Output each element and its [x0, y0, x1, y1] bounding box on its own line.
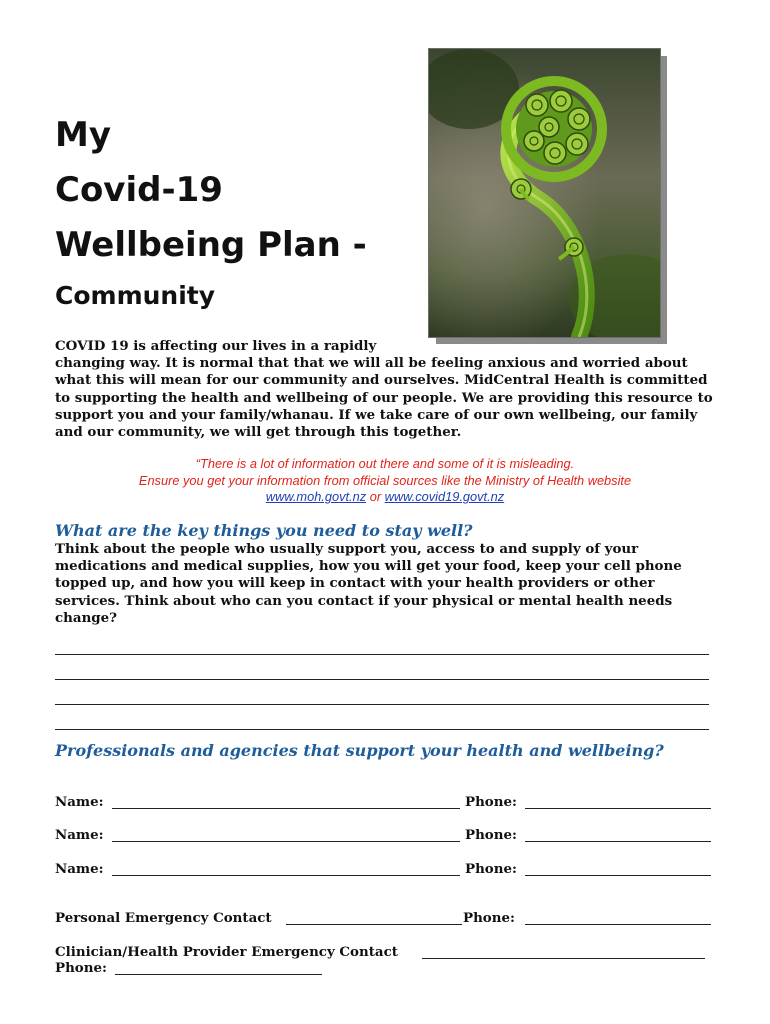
- title-line-community: Community: [55, 281, 216, 310]
- section-stay-well-body: Think about the people who usually support you, access to and supply of your medications and medical supplies, how you will get your food, keep your cell phone topped up, and how you will keep in contact with your health providers or other services. Think about who can you contact if your physical or mental health needs change?: [55, 541, 682, 626]
- document-title: [55, 108, 435, 313]
- contact-row-1: [55, 794, 715, 812]
- personal-emergency-row: [55, 910, 715, 928]
- name-field[interactable]: [112, 875, 460, 876]
- contact-row-2: [55, 827, 715, 845]
- personal-phone-field[interactable]: [525, 924, 711, 925]
- clinician-emergency-label: Clinician/Health Provider Emergency Contact: [55, 944, 398, 960]
- notice-line-1: “There is a lot of information out there and some of it is misleading.: [195, 456, 575, 471]
- phone-label: Phone:: [465, 794, 517, 810]
- phone-label: Phone:: [465, 861, 517, 877]
- clinician-phone-field[interactable]: [115, 974, 322, 975]
- name-label: Name:: [55, 794, 104, 810]
- clinician-phone-label: Phone:: [55, 960, 107, 976]
- fern-frond-photo: [428, 48, 661, 338]
- title-line-my: My: [55, 115, 111, 155]
- section-heading-stay-well: What are the key things you need to stay well?: [55, 521, 473, 540]
- clinician-emergency-field[interactable]: [422, 958, 705, 959]
- intro-body: changing way. It is normal that that we will all be feeling anxious and worried about what this will mean for our community and ourselves. MidCentral Health is committed to supporting the health and wellbeing of our people. We are providing this resource to support you and your family/whanau. If we take care of our own wellbeing, our family and our community, we will get through this together.: [55, 355, 713, 441]
- fern-illustration: [429, 49, 660, 337]
- phone-label: Phone:: [465, 827, 517, 843]
- phone-field[interactable]: [525, 875, 711, 876]
- name-field[interactable]: [112, 808, 460, 809]
- answer-line-3[interactable]: [55, 704, 709, 705]
- section-heading-professionals: Professionals and agencies that support your health and wellbeing?: [55, 741, 664, 760]
- answer-line-4[interactable]: [55, 729, 709, 730]
- title-line-covid: Covid-19: [55, 170, 223, 210]
- phone-label: Phone:: [463, 910, 515, 926]
- notice-or: or: [366, 489, 385, 505]
- personal-emergency-field[interactable]: [286, 924, 462, 925]
- misinformation-notice: [55, 456, 715, 506]
- phone-field[interactable]: [525, 841, 711, 842]
- name-label: Name:: [55, 827, 104, 843]
- name-field[interactable]: [112, 841, 460, 842]
- notice-line-3: [55, 489, 715, 506]
- intro-first-line: COVID 19 is affecting our lives in a rapidly: [55, 338, 377, 354]
- personal-emergency-label: Personal Emergency Contact: [55, 910, 272, 926]
- name-label: Name:: [55, 861, 104, 877]
- title-line-wellbeing: Wellbeing Plan -: [55, 225, 367, 265]
- answer-line-1[interactable]: [55, 654, 709, 655]
- answer-line-2[interactable]: [55, 679, 709, 680]
- clinician-phone-row: [55, 960, 715, 978]
- contact-row-3: [55, 861, 715, 879]
- notice-line-2: Ensure you get your information from official sources like the Ministry of Health website: [138, 472, 632, 488]
- intro-paragraph: [55, 338, 720, 441]
- covid19-link[interactable]: www.covid19.govt.nz: [384, 489, 505, 505]
- phone-field[interactable]: [525, 808, 711, 809]
- moh-link[interactable]: www.moh.govt.nz: [265, 489, 367, 505]
